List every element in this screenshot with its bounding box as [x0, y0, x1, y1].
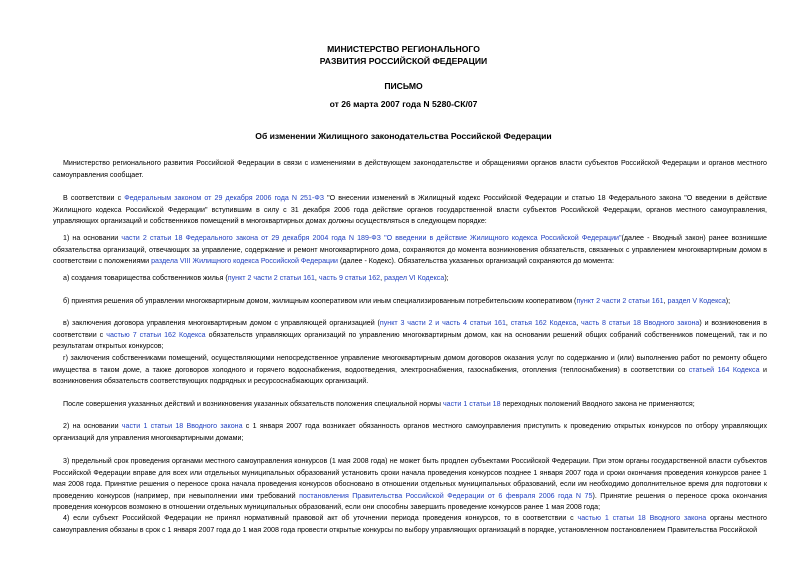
paragraph-text: и возникновения обязательств соответствующих подрядных и ресурсоснабжающих организаций. — [53, 365, 767, 386]
paragraph-text: (далее - Вводный закон) ранее возникшие обязательства организаций, отвечающих за управление, содержание и ремонт многоквартирного дома, сохраняются до момента возникновения обязательств, связанных с управлением многоквартирным домом в соответствии с положениями — [53, 234, 767, 266]
document-title: Об изменении Жилищного законодательства Российской Федерации — [255, 131, 552, 141]
paragraph-text: (далее - Кодекс). Обязательства указанных организаций сохраняются до момента: — [338, 257, 614, 266]
paragraph-item-a — [53, 273, 767, 285]
legal-reference-link[interactable]: постановления Правительства Российской Федерации от 6 февраля 2006 года N 75 — [299, 491, 593, 500]
paragraph-item-4 — [53, 513, 767, 536]
paragraph-text: обязательств управляющих организаций по управлению многоквартирным домом, как на основании решений общих собраний собственников помещений, так и по результатам открытых конкурсов; — [53, 330, 768, 351]
legal-reference-link[interactable]: части 1 статьи 18 Вводного закона — [121, 422, 243, 430]
paragraph-text: а) создания товарищества собственников жилья ( — [63, 274, 228, 282]
paragraph-text: в) заключения договора управления многоквартирным домом с управляющей организацией ( — [63, 319, 380, 327]
paragraph-intro — [53, 158, 767, 181]
document-date-number: от 26 марта 2007 года N 5280-СК/07 — [329, 99, 478, 109]
legal-reference-link[interactable]: раздела VIII Жилищного кодекса Российской Федерации — [151, 257, 339, 266]
paragraph-text: б) принятия решения об управлении многоквартирным домом, жилищным кооперативом или иным специализированным потребительским кооперативом ( — [63, 297, 577, 305]
legal-reference-link[interactable]: часть 8 статьи 18 Вводного закона — [581, 319, 700, 327]
paragraph-text: 4) если субъект Российской Федерации не принял нормативный правовой акт об уточнении периода проведения конкурсов, то в соответствии с — [63, 514, 578, 522]
paragraph-text: После совершения указанных действий и возникновения указанных обязательств положения специальной нормы — [63, 400, 443, 408]
paragraph-item-g — [53, 353, 767, 388]
paragraph-text: "О внесении изменений в Жилищный кодекс Российской Федерации и статью 18 Федерального закона "О введении в действие Жилищного кодекса Российской Федерации" вступившим в силу с 31 декабря 2006 года действие органов государственной власти субъектов Российской Федерации, органов местного самоуправления, управляющих организаций и собственников помещений в многоквартирных домах должны осуществляться в следующем порядке: — [53, 194, 767, 226]
legal-reference-link[interactable]: раздел V Кодекса — [667, 297, 726, 305]
legal-reference-link[interactable]: часть 9 статьи 162 — [318, 274, 381, 282]
paragraph-item-2 — [53, 421, 767, 444]
legal-reference-link[interactable]: частью 7 статьи 162 Кодекса — [106, 330, 206, 339]
legal-reference-link[interactable]: раздел VI Кодекса — [384, 274, 445, 282]
document-type: ПИСЬМО — [384, 81, 423, 91]
paragraph-text: , — [314, 274, 319, 282]
ministry-name-line-2: РАЗВИТИЯ РОССИЙСКОЙ ФЕДЕРАЦИИ — [319, 56, 488, 66]
legal-reference-link[interactable]: части 1 статьи 18 — [442, 400, 501, 408]
paragraph-item-3 — [53, 456, 767, 514]
paragraph-item-b — [53, 296, 767, 308]
legal-reference-link[interactable]: пункт 2 части 2 статьи 161 — [576, 297, 664, 305]
paragraph-after-actions — [53, 399, 767, 411]
legal-reference-link[interactable]: части 2 статьи 18 Федерального закона от 29 декабря 2004 года N 189-ФЗ "О введении в действие Жилищного кодекса Российской Федерации" — [121, 234, 622, 242]
paragraph-text: Министерство регионального развития Российской Федерации в связи с изменениями в действующем законодательстве и обращениями органов власти субъектов Российской Федерации и органов местного самоуправления сообщает. — [53, 159, 767, 179]
legal-reference-link[interactable]: пункт 3 части 2 и часть 4 статьи 161 — [379, 319, 506, 327]
paragraph-text: переходных положений Вводного закона не применяются; — [500, 400, 695, 408]
paragraph-text: г) заключения собственниками помещений, осуществляющими непосредственное управление многоквартирным домом договоров оказания услуг по содержанию и (или) выполнению работ по ремонту общего имущества в таком доме, а также договоров холодного и горячего водоснабжения, водоотведения, электроснабжения, газоснабжения, отопления (теплоснабжения) в соответствии со — [53, 354, 767, 374]
paragraph-text: ); — [444, 274, 449, 282]
legal-reference-link[interactable]: частью 1 статьи 18 Вводного закона — [577, 514, 707, 522]
paragraph-text: , — [505, 319, 511, 327]
paragraph-text: ) и возникновения в соответствии с — [53, 319, 767, 339]
paragraph-text: , — [380, 274, 385, 282]
paragraph-text: 1) на основании — [63, 234, 122, 242]
paragraph-text: В соответствии с — [63, 194, 125, 202]
legal-reference-link[interactable]: пункт 2 части 2 статьи 161 — [227, 274, 315, 282]
paragraph-text: 2) на основании — [63, 422, 122, 430]
paragraph-item-v — [53, 318, 767, 353]
paragraph-text: с 1 января 2007 года возникает обязанность органов местного самоуправления приступить к проведению открытых конкурсов по отбору управляющих организаций для управления многоквартирными домами; — [53, 422, 768, 442]
legal-reference-link[interactable]: статьей 164 Кодекса — [688, 365, 760, 374]
legal-reference-link[interactable]: статья 162 Кодекса — [510, 319, 577, 327]
ministry-name-line-1: МИНИСТЕРСТВО РЕГИОНАЛЬНОГО — [327, 44, 480, 54]
paragraph-text: ). Принятие решения о переносе срока окончания проведения конкурсов возможно в отношении отдельных муниципальных образований, если они способны завершить проведение конкурсов ранее 1 мая 2008 года; — [53, 491, 767, 512]
paragraph-text: , — [576, 319, 582, 327]
paragraph-text: органы местного самоуправления обязаны в срок с 1 января 2007 года до 1 мая 2008 года провести открытые конкурсы по выбору управляющих организаций в порядке, установленном постановлением Правительства Российской — [53, 514, 767, 534]
paragraph-item-1 — [53, 233, 767, 268]
paragraph-text: 3) предельный срок проведения органами местного самоуправления конкурсов (1 мая 2008 года) не может быть продлен субъектами Российской Федерации. При этом органы государственной власти субъектов Российской Федерации вправе для всех или отдельных муниципальных образований установить сроки начала проведения конкурсов позднее 1 января 2007 года и сроки окончания проведения конкурсов ранее 1 мая 2008 года. Принятие решения о переносе срока начала проведения конкурсов обосновано в отношении отдельных муниципальных образований, если им необходимо дополнительное время для подготовки к проведению конкурсов (например, при невыполнении ими требований — [53, 457, 767, 500]
legal-reference-link[interactable]: Федеральным законом от 29 декабря 2006 года N 251-ФЗ — [124, 194, 324, 202]
paragraph-text: , — [663, 297, 668, 305]
paragraph-text: ); — [725, 297, 731, 305]
paragraph-basis — [53, 193, 767, 228]
